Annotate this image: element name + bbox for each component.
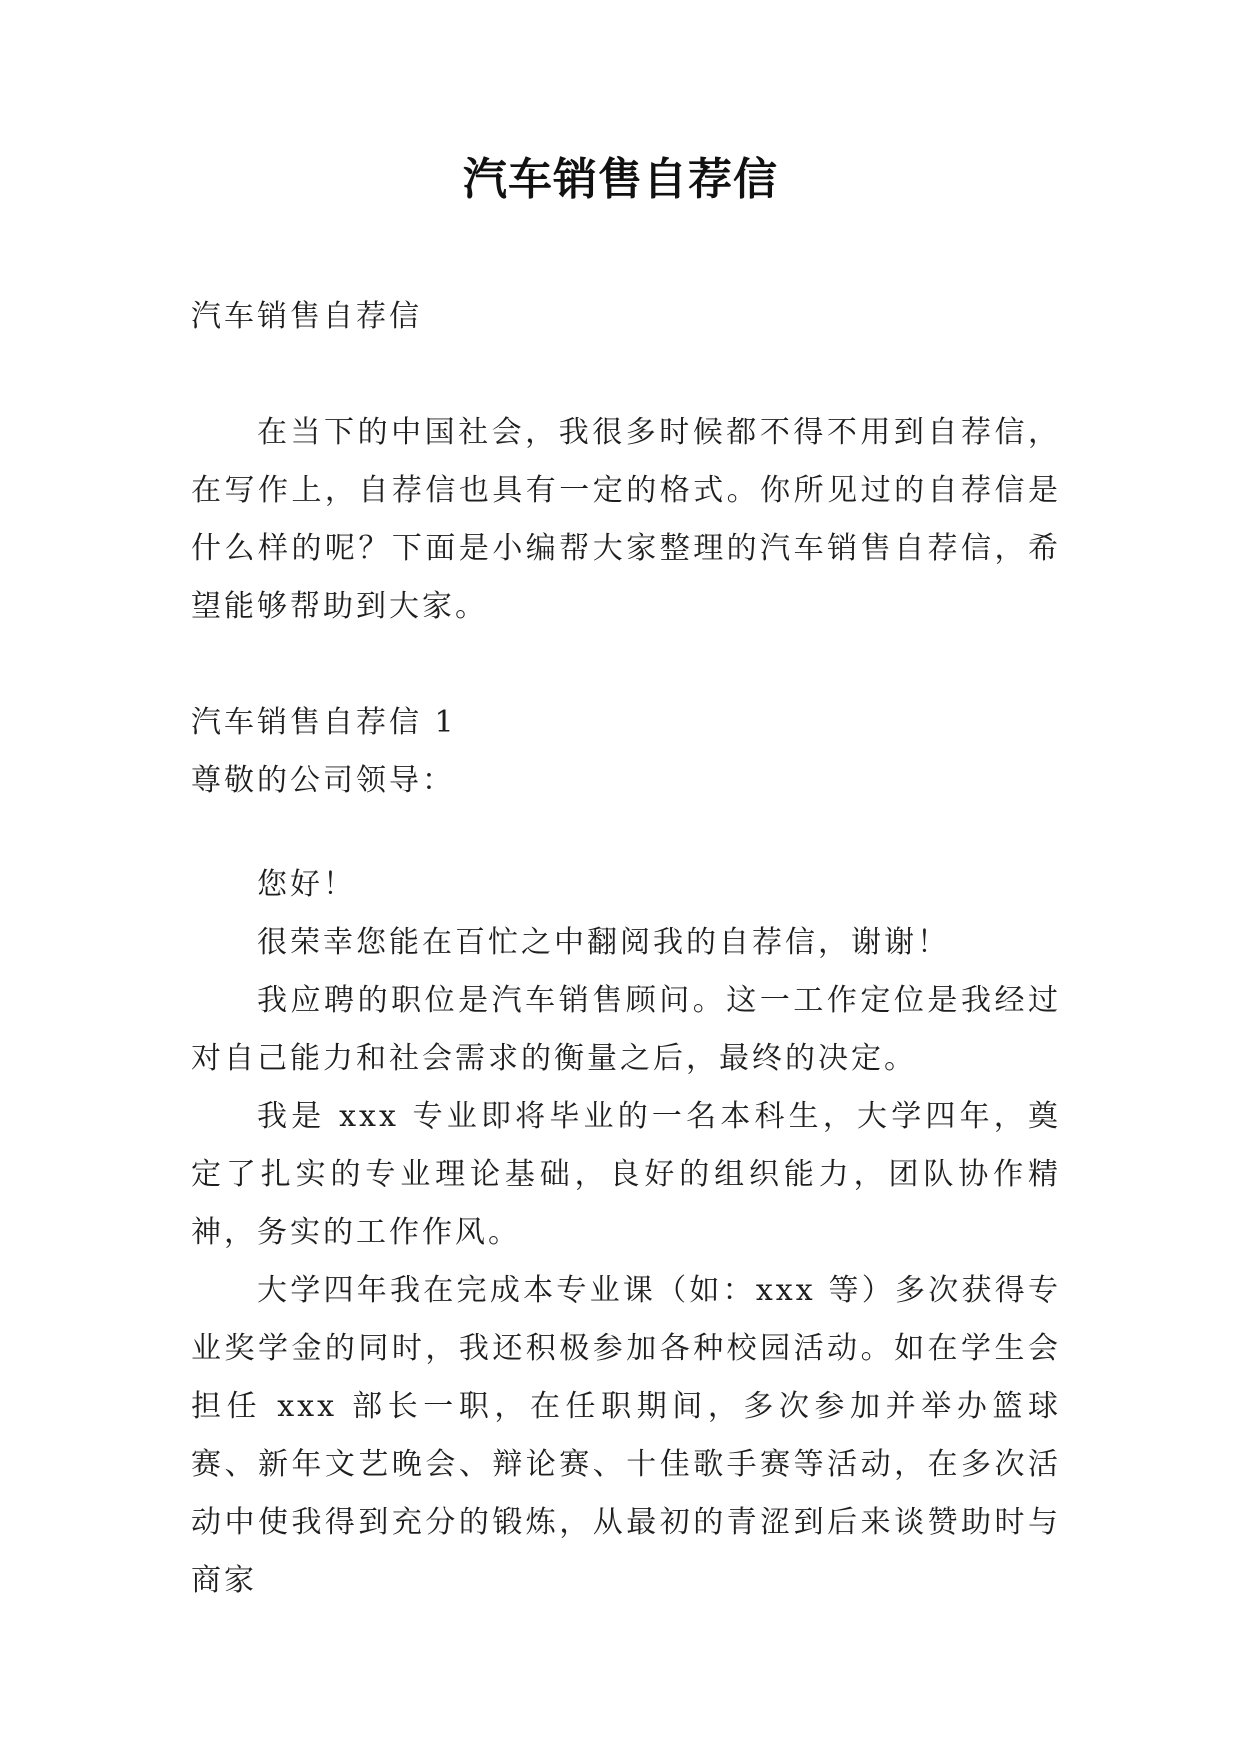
letter-heading: 汽车销售自荐信 1 xyxy=(191,705,457,740)
activities-paragraph: 大学四年我在完成本专业课（如：xxx 等）多次获得专业奖学金的同时，我还积极参加各种校园活动。如在学生会担任 xxx 部长一职，在任职期间，多次参加并举办篮球赛、新年文艺晚会、辩论赛、十佳歌手赛等活动，在多次活动中使我得到充分的锻炼，从最初的青涩到后来谈赞助时与商家 xyxy=(191,1273,1061,1598)
document-body xyxy=(191,288,1061,1610)
document-title: 汽车销售自荐信 xyxy=(463,154,778,205)
salutation: 尊敬的公司领导： xyxy=(191,763,455,798)
intro-paragraph: 在当下的中国社会，我很多时候都不得不用到自荐信，在写作上，自荐信也具有一定的格式。你所见过的自荐信是什么样的呢？下面是小编帮大家整理的汽车销售自荐信，希望能够帮助到大家。 xyxy=(191,415,1061,624)
thanks-paragraph: 很荣幸您能在百忙之中翻阅我的自荐信，谢谢！ xyxy=(257,925,950,960)
subtitle-line: 汽车销售自荐信 xyxy=(191,299,422,334)
position-paragraph: 我应聘的职位是汽车销售顾问。这一工作定位是我经过对自己能力和社会需求的衡量之后，最终的决定。 xyxy=(191,983,1061,1076)
background-paragraph: 我是 xxx 专业即将毕业的一名本科生，大学四年，奠定了扎实的专业理论基础，良好的组织能力，团队协作精神，务实的工作作风。 xyxy=(191,1099,1061,1250)
greeting: 您好！ xyxy=(257,867,356,902)
